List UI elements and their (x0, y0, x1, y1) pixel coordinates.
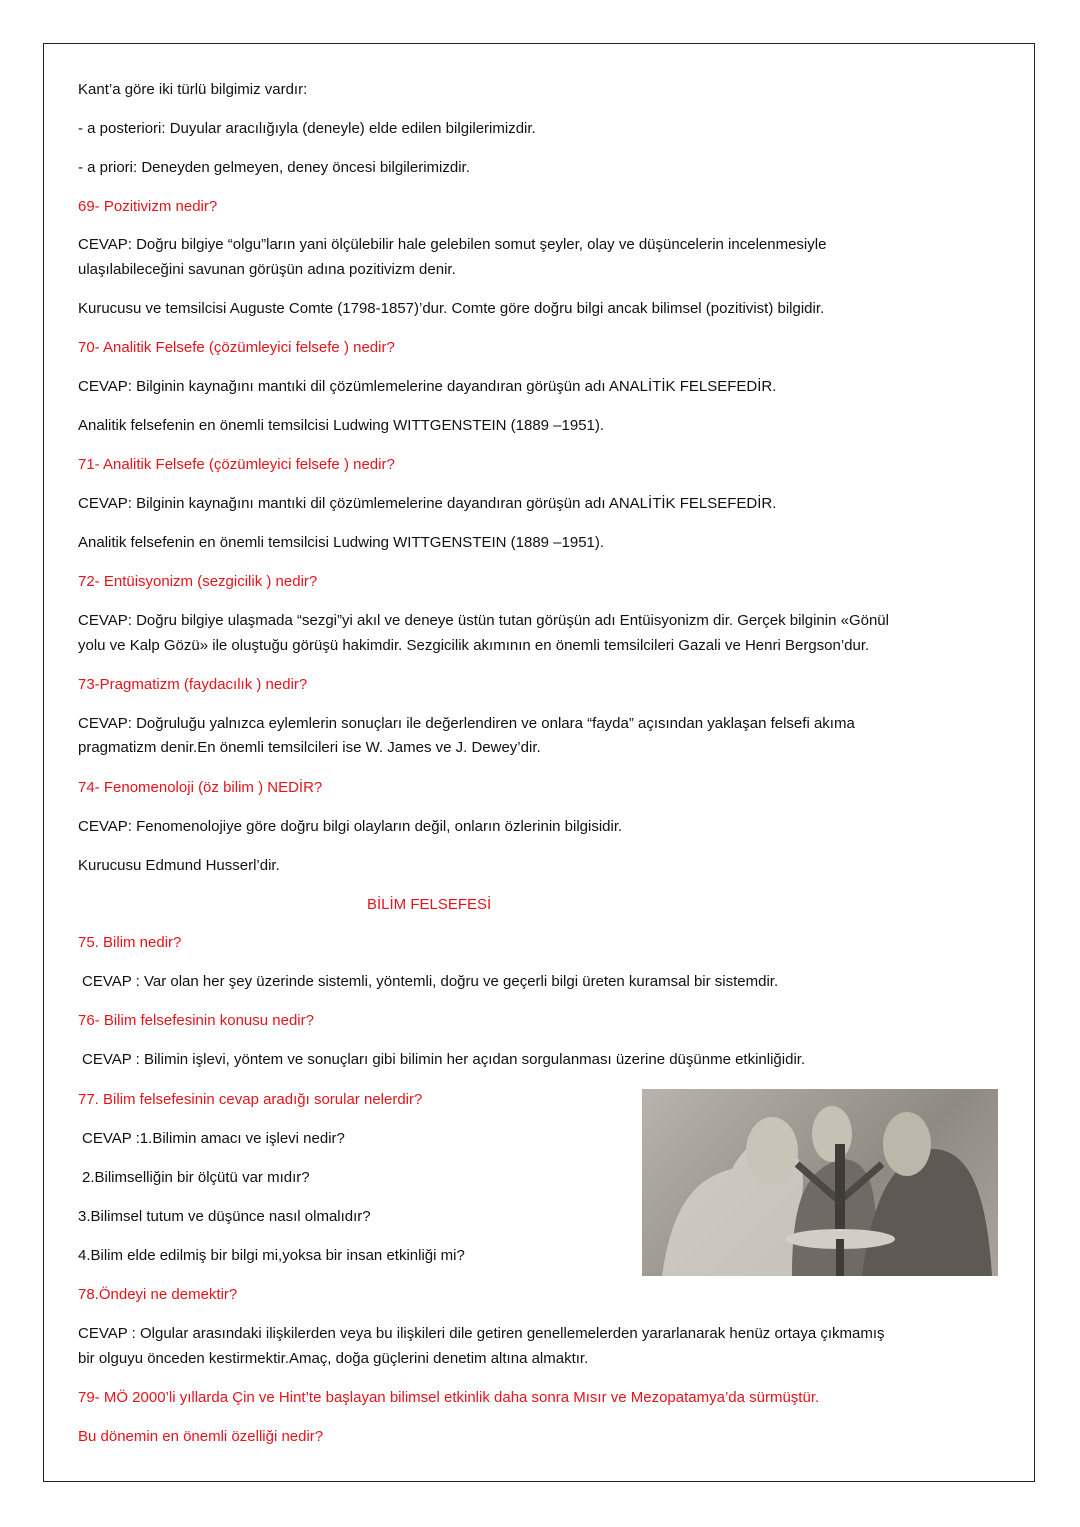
question-74: 74- Fenomenoloji (öz bilim ) NEDİR? (78, 779, 323, 796)
answer-77-item4: 4.Bilim elde edilmiş bir bilgi mi,yoksa bir insan etkinliği mi? (78, 1247, 465, 1264)
answer-76: CEVAP : Bilimin işlevi, yöntem ve sonuçları gibi bilimin her açıdan sorgulanması üzerine düşünme etkinliğidir. (82, 1051, 806, 1068)
answer-71-line1: CEVAP: Bilginin kaynağını mantıki dil çözümlemelerine dayandıran görüşün adı ANALİTİK FELSEFEDİR. (78, 495, 777, 512)
scientists-microscope-illustration (642, 1089, 998, 1276)
answer-77-item2: 2.Bilimselliğin bir ölçütü var mıdır? (82, 1169, 310, 1186)
answer-70-line1: CEVAP: Bilginin kaynağını mantıki dil çözümlemelerine dayandıran görüşün adı ANALİTİK FELSEFEDİR. (78, 378, 777, 395)
answer-73-line1: CEVAP: Doğruluğu yalnızca eylemlerin sonuçları ile değerlendiren ve onlara “fayda” açısından yaklaşan felsefi akıma (78, 715, 855, 732)
question-76: 76- Bilim felsefesinin konusu nedir? (78, 1012, 314, 1029)
answer-77-item1: CEVAP :1.Bilimin amacı ve işlevi nedir? (82, 1130, 345, 1147)
answer-74-line2: Kurucusu Edmund Husserl’dir. (78, 857, 280, 874)
kant-intro: Kant’a göre iki türlü bilgimiz vardır: (78, 81, 308, 98)
answer-73-line2: pragmatizm denir.En önemli temsilcileri ise W. James ve J. Dewey’dir. (78, 739, 541, 756)
a-posteriori-text: - a posteriori: Duyular aracılığıyla (deneyle) elde edilen bilgilerimizdir. (78, 120, 536, 137)
answer-75: CEVAP : Var olan her şey üzerinde sistemli, yöntemli, doğru ve geçerli bilgi üreten kuramsal bir sistemdir. (82, 973, 779, 990)
question-79-line2: Bu dönemin en önemli özelliği nedir? (78, 1428, 324, 1445)
answer-70-line2: Analitik felsefenin en önemli temsilcisi Ludwing WITTGENSTEIN (1889 –1951). (78, 417, 605, 434)
answer-71-line2: Analitik felsefenin en önemli temsilcisi Ludwing WITTGENSTEIN (1889 –1951). (78, 534, 605, 551)
question-69: 69- Pozitivizm nedir? (78, 198, 218, 215)
answer-78-line2: bir olguyu önceden kestirmektir.Amaç, doğa güçlerini denetim altına almaktır. (78, 1350, 589, 1367)
question-70: 70- Analitik Felsefe (çözümleyici felsefe ) nedir? (78, 339, 395, 356)
answer-69-line2: ulaşılabileceğini savunan görüşün adına pozitivizm denir. (78, 261, 456, 278)
question-73: 73-Pragmatizm (faydacılık ) nedir? (78, 676, 308, 693)
question-75: 75. Bilim nedir? (78, 934, 182, 951)
question-78: 78.Öndeyi ne demektir? (78, 1286, 238, 1303)
answer-69-line1: CEVAP: Doğru bilgiye “olgu”ların yani ölçülebilir hale gelebilen somut şeyler, olay ve düşüncelerin incelenmesiyle (78, 236, 827, 253)
answer-77-item3: 3.Bilimsel tutum ve düşünce nasıl olmalıdır? (78, 1208, 371, 1225)
question-72: 72- Entüisyonizm (sezgicilik ) nedir? (78, 573, 318, 590)
question-77: 77. Bilim felsefesinin cevap aradığı sorular nelerdir? (78, 1091, 423, 1108)
answer-72-line2: yolu ve Kalp Gözü» ile oluştuğu görüşü hakimdir. Sezgicilik akımının en önemli temsilcileri Gazali ve Henri Bergson’dur. (78, 637, 870, 654)
section-title: BİLİM FELSEFESİ (367, 896, 492, 913)
answer-74-line1: CEVAP: Fenomenolojiye göre doğru bilgi olayların değil, onların özlerinin bilgisidir. (78, 818, 623, 835)
question-79-line1: 79- MÖ 2000’li yıllarda Çin ve Hint’te başlayan bilimsel etkinlik daha sonra Mısır ve Mezopatamya’da sürmüştür. (78, 1389, 820, 1406)
a-priori-text: - a priori: Deneyden gelmeyen, deney öncesi bilgilerimizdir. (78, 159, 470, 176)
answer-72-line1: CEVAP: Doğru bilgiye ulaşmada “sezgi”yi akıl ve deneye üstün tutan görüşün adı Entüisyonizm dir. Gerçek bilginin «Gönül (78, 612, 889, 629)
answer-78-line1: CEVAP : Olgular arasındaki ilişkilerden veya bu ilişkileri dile getiren genellemelerden yararlanarak henüz ortaya çıkmamış (78, 1325, 885, 1342)
answer-69-line3: Kurucusu ve temsilcisi Auguste Comte (1798-1857)’dur. Comte göre doğru bilgi ancak bilimsel (pozitivist) bilgidir. (78, 300, 825, 317)
question-71: 71- Analitik Felsefe (çözümleyici felsefe ) nedir? (78, 456, 395, 473)
